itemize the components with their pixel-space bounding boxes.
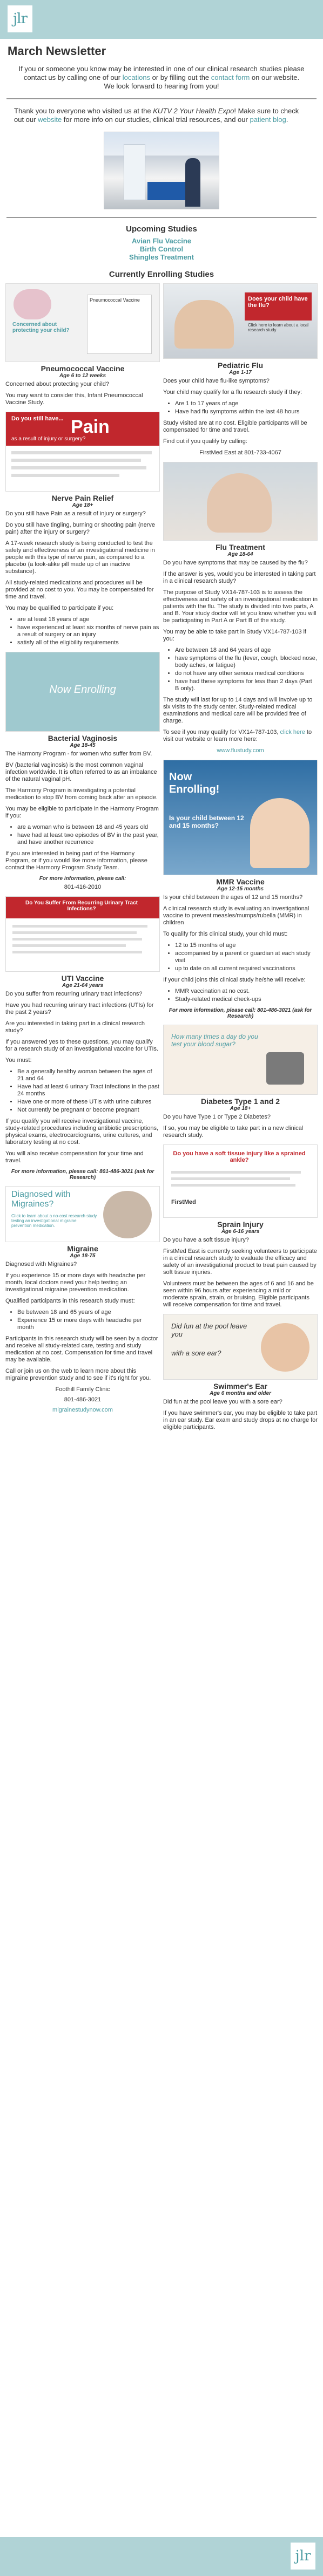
study-sprain-injury (163, 1144, 318, 1309)
study-title: Pneumococcal Vaccine (41, 364, 125, 373)
study-text: Do you still have tingling, burning or shooting pain (nerve pain) after the injury or surgery? (5, 522, 155, 535)
image-caption: Does your child have the flu? (248, 296, 308, 309)
list-item: • have symptoms of the flu (fever, cough, blocked nose, body aches, or fatigue) (175, 655, 318, 669)
study-ages: Age 6-16 years (221, 1229, 260, 1235)
study-text: Participants in this research study will be seen by a doctor and receive all study-related care, testing and study medication at no cost. Compensation for time and travel may be available. (5, 1335, 158, 1363)
eligibility-list (17, 1309, 160, 1331)
flyer-text-line (11, 451, 152, 454)
more-info: For more information, please call: 801-486-3021 (ask for Research) (11, 1169, 154, 1181)
thanks-part-2: ! Make sure to check out our (14, 107, 299, 124)
study-ages: Age 18-64 (227, 551, 253, 557)
flyer-text-line (12, 925, 147, 928)
list-item: • have had these symptoms for less than 2 days (Part B only). (175, 678, 318, 692)
flyer-text-line (12, 951, 142, 953)
eligibility-list (17, 824, 160, 846)
intro-part-4: We look forward to hearing from you! (104, 82, 219, 90)
study-text: You will also receive compensation for your time and travel. (5, 1150, 144, 1164)
study-title: Flu Treatment (216, 543, 265, 551)
diabetes-image[interactable] (163, 1025, 318, 1095)
eligibility-list (175, 647, 318, 692)
list-item: • Have had flu symptoms within the last 48 hours (175, 408, 318, 415)
website-link[interactable]: migrainestudynow.com (52, 1407, 113, 1413)
study-title: UTI Vaccine (61, 974, 104, 983)
image-caption: Do You Suffer From Recurring Urinary Tract Infections? (25, 900, 138, 912)
study-swimmers-ear (163, 1314, 318, 1431)
list-item: • Be between 18 and 65 years of age (17, 1309, 160, 1316)
study-text: If the answer is yes, would you be interested in taking part in a clinical research study? (163, 571, 316, 584)
nerve-pain-image[interactable] (5, 412, 160, 492)
study-title: Diabetes Type 1 and 2 (200, 1097, 280, 1106)
more-info: For more information, please call: 801-486-3021 (ask for Research) (169, 1007, 312, 1019)
study-ages: Age 18+ (230, 1106, 251, 1112)
study-text: If your child joins this clinical study he/she will receive: (163, 977, 306, 983)
footer-logo[interactable]: jlr (291, 2543, 315, 2570)
list-item: • Experience 15 or more days with headache per month (17, 1317, 160, 1331)
study-text: You may be qualified to participate if you: (5, 605, 114, 611)
thanks-part-1: Thank you to everyone who visited us at the (14, 107, 153, 115)
study-diabetes (163, 1025, 318, 1139)
study-text: Did fun at the pool leave you with a sore ear? (163, 1399, 282, 1405)
image-caption: with a sore ear? (171, 1349, 221, 1357)
list-item: • are at least 18 years of age (17, 616, 160, 623)
image-caption: Now Enrolling (49, 684, 116, 696)
study-text: Qualified participants in this research study must: (5, 1298, 135, 1304)
eligibility-list (17, 616, 160, 646)
study-text: You must: (5, 1057, 32, 1064)
study-title: MMR Vaccine (216, 877, 265, 886)
image-caption: FirstMed (171, 1199, 196, 1205)
baby-photo (14, 289, 51, 319)
study-text: Have you had recurring urinary tract infections (UTIs) for the past 2 years? (5, 1002, 154, 1016)
study-ages: Age 1-17 (229, 370, 252, 376)
study-text: If you answered yes to these questions, you may qualify for a research study of an investigational vaccine for UTIs. (5, 1039, 159, 1052)
study-text: A 17-week research study is being conducted to test the safety and effectiveness of an investigational medicine in people with this type of nerve pain, as compared to a placebo (a look-alike pill made up of an inactive substance). (5, 540, 155, 575)
list-item: • Be a generally healthy woman between the ages of 21 and 64 (17, 1068, 160, 1082)
study-text: You may want to consider this, Infant Pneumococcal Vaccine Study. (5, 392, 143, 406)
currently-enrolling-heading: Currently Enrolling Studies (109, 270, 214, 279)
list-item: • Not currently be pregnant or become pregnant (17, 1107, 160, 1114)
study-text: If you experience 15 or more days with headache per month, local doctors need your help testing an investigational migraine prevention medication. (5, 1272, 146, 1293)
study-pneumococcal (5, 283, 160, 406)
study-text (163, 729, 318, 743)
intro-part-3: on our website. (250, 73, 300, 81)
flyer-text-line (11, 466, 146, 469)
swimmers-ear-image[interactable] (163, 1314, 318, 1380)
study-text: If you have swimmer's ear, you may be eligible to take part in an ear study. Ear exam and study drops at no charge for eligible participants. (163, 1410, 318, 1430)
image-caption: Concerned about protecting your child? (12, 322, 70, 333)
study-text: The study will last for up to 14 days and will involve up to six visits to the study center. Study-related medical examinations and medical care will be provided free of charge. (163, 697, 313, 724)
sprain-image[interactable] (163, 1144, 318, 1218)
study-text: If you qualify you will receive investigational vaccine, study-related procedures including antibiotic prescriptions, physical exams, electrocardiograms, urine cultures, and laboratory testing at no cost. (5, 1118, 159, 1146)
booth-table (147, 182, 191, 200)
phone-number: FirstMed East at 801-733-4067 (199, 449, 281, 456)
bv-image[interactable] (5, 652, 160, 732)
image-caption: Do you still have... (11, 415, 64, 422)
title-block (0, 39, 323, 62)
patient-blog-link[interactable]: patient blog (250, 115, 286, 124)
study-text: If so, you may be eligible to take part in a new clinical research study. (163, 1125, 304, 1139)
intro-part-1: If you or someone you know may be interested in one of our clinical research studies please contact us by calling one of our (18, 65, 305, 81)
image-caption: Click here to learn about a local research study (248, 323, 309, 332)
study-bacterial-vaginosis (5, 652, 160, 891)
study-text: The Harmony Program is investigating a potential medication to stop BV from coming back after an episode. (5, 787, 158, 801)
list-item: • accompanied by a parent or guardian at each study visit (175, 950, 318, 964)
flyer-text-line (12, 931, 137, 934)
thanks-text (0, 99, 323, 130)
click-here-link[interactable]: click here (280, 729, 305, 735)
study-nerve-pain (5, 412, 160, 646)
study-text: The Harmony Program - for women who suffer from BV. (5, 751, 152, 757)
study-mmr-vaccine (163, 760, 318, 1019)
image-flyer: Pneumococcal Vaccine (87, 295, 152, 354)
study-text: To qualify for this clinical study, your child must: (163, 931, 288, 937)
study-text: Your child may qualify for a flu research study if they: (163, 389, 302, 396)
website-link[interactable]: website (38, 115, 62, 124)
pneumococcal-image[interactable] (5, 283, 160, 362)
list-item: • Study-related medical check-ups (175, 996, 318, 1003)
sick-person-photo (207, 473, 272, 533)
glucose-meter-photo (266, 1052, 304, 1085)
flyer-text-line (11, 459, 141, 462)
study-ages: Age 12-15 months (217, 886, 264, 892)
list-item: • do not have any other serious medical conditions (175, 670, 318, 677)
study-text: All study-related medications and procedures will be provided at no cost to you. You may be compensated for time and travel. (5, 580, 154, 600)
right-column (163, 283, 318, 1436)
eligibility-list (17, 1068, 160, 1114)
list-item: • Are 1 to 17 years of age (175, 400, 318, 407)
study-title: Nerve Pain Relief (51, 494, 114, 502)
study-text: Concerned about protecting your child? (5, 381, 110, 387)
study-title: Migraine (67, 1244, 98, 1253)
intro-text (0, 62, 323, 98)
study-title: Pediatric Flu (217, 361, 264, 370)
study-pediatric-flu (163, 283, 318, 456)
intro-part-2: or by filling out the (150, 73, 211, 81)
baby-photo (250, 798, 309, 868)
list-item: • have experienced at least six months of nerve pain as a result of surgery or an injury (17, 624, 160, 638)
expo-booth-photo (104, 132, 219, 209)
list-item: • MMR vaccination at no cost. (175, 988, 318, 995)
migraine-image[interactable] (5, 1186, 160, 1242)
study-flu-treatment (163, 462, 318, 754)
upcoming-heading: Upcoming Studies (126, 224, 197, 234)
study-text: Do you have symptoms that may be caused by the flu? (163, 560, 308, 566)
list-item: • Have one or more of these UTIs with urine cultures (17, 1099, 160, 1106)
thanks-part-3: for more info on our studies, clinical trial resources, and our (62, 115, 250, 124)
study-ages: Age 18-75 (70, 1253, 96, 1259)
eligibility-list (175, 400, 318, 415)
logo[interactable]: jlr (8, 5, 32, 32)
study-title: Sprain Injury (217, 1220, 264, 1229)
study-text: Do you have Type 1 or Type 2 Diabetes? (163, 1114, 271, 1120)
locations-link[interactable]: locations (122, 73, 151, 81)
pediatric-flu-image[interactable] (163, 283, 318, 359)
benefits-list (175, 988, 318, 1003)
website-link[interactable]: www.flustudy.com (217, 747, 264, 754)
header-bar (0, 0, 323, 39)
image-caption: as a result of injury or surgery? (11, 436, 86, 442)
studies-columns (0, 283, 323, 1436)
study-ages: Age 21-64 years (62, 983, 104, 989)
image-caption: Diagnosed with Migraines? (11, 1190, 71, 1209)
text-part: to visit our website or learn more here: (163, 729, 312, 742)
study-text: Do you have a soft tissue injury? (163, 1237, 249, 1243)
uti-image[interactable] (5, 896, 160, 972)
clinic-name: Foothill Family Clinic (55, 1386, 110, 1393)
image-caption: Click to learn about a no-cost research study testing an investigational migraine prevention medication. (11, 1214, 97, 1228)
study-text: BV (bacterial vaginosis) is the most common vaginal infection worldwide. It is often referred to as an imbalance of the natural vaginal pH. (5, 762, 157, 782)
phone-number: 801-416-2010 (64, 884, 102, 890)
list-item: • 12 to 15 months of age (175, 942, 318, 949)
mmr-image[interactable] (163, 760, 318, 875)
study-title: Bacterial Vaginosis (48, 734, 118, 742)
study-text: A clinical research study is evaluating an investigational vaccine to prevent measles/mumps/rubella (MMR) in children (163, 905, 309, 926)
study-text: Diagnosed with Migraines? (5, 1261, 77, 1267)
event-name: KUTV 2 Your Health Expo (153, 107, 234, 115)
study-text: Call or join us on the web to learn more about this migraine prevention study and to see if it's right for you. (5, 1368, 151, 1381)
study-text: Study visited are at no cost. Eligible participants will be compensated for time and travel. (163, 420, 307, 433)
image-caption: Pain (71, 417, 110, 437)
list-item: • satisfy all of the eligibility requirements (17, 639, 160, 646)
thanks-part-4: . (286, 115, 288, 124)
more-info: For more information, please call: (39, 876, 126, 882)
flyer-text-line (171, 1177, 290, 1180)
list-item: • up to date on all current required vaccinations (175, 965, 318, 972)
study-text: You may be able to take part in Study VX14-787-103 if you: (163, 629, 306, 642)
upcoming-item[interactable]: Avian Flu Vaccine (131, 237, 192, 245)
study-text: If you are interested in being part of the Harmony Program, or if you would like more information, please contact the Harmony Program Study Team. (5, 850, 147, 871)
study-text: The purpose of Study VX14-787-103 is to assess the effectiveness and safety of an investigational medication in patients with the flu. The study is divided into two parts, A and B. Your study doctor will let you know whether you will be participating in Part A or Part B of the study. (163, 589, 318, 624)
flyer-text-line (171, 1171, 301, 1174)
study-ages: Age 6 months and older (210, 1391, 271, 1396)
study-text: Do you suffer from recurring urinary tract infections? (5, 991, 143, 997)
study-text: Are you interested in taking part in a clinical research study? (5, 1020, 145, 1034)
list-item: • Have had at least 6 urinary Tract Infections in the past 24 months (17, 1083, 160, 1098)
list-item: • Are between 18 and 64 years of age (175, 647, 318, 654)
list-item: • are a woman who is between 18 and 45 years old (17, 824, 160, 831)
image-caption: Do you have a soft tissue injury like a sprained ankle? (173, 1150, 306, 1163)
study-ages: Age 18+ (72, 502, 93, 508)
text-part: To see if you may qualify for VX14-787-103, (163, 729, 280, 735)
study-title: Swimmer's Ear (213, 1382, 267, 1391)
study-text: Volunteers must be between the ages of 6 and 16 and be seen within 96 hours after experiencing a mild or moderate sprain, strain, or bruising. Eligible participants will receive compensation for time and travel. (163, 1280, 314, 1308)
contact-form-link[interactable]: contact form (211, 73, 250, 81)
study-text: Find out if you qualify by calling: (163, 438, 247, 445)
left-column (5, 283, 160, 1436)
page-title: March Newsletter (8, 44, 106, 58)
eligibility-list (175, 942, 318, 972)
flu-treatment-image[interactable] (163, 462, 318, 541)
study-migraine (5, 1186, 160, 1414)
upcoming-item[interactable]: Shingles Treatment (129, 253, 194, 261)
study-text: Does your child have flu-like symptoms? (163, 378, 270, 384)
flyer-text-line (12, 938, 142, 941)
study-ages: Age 6 to 12 weeks (59, 373, 106, 379)
image-caption: Is your child between 12 and 15 months? (169, 814, 244, 829)
image-caption: Now Enrolling! (169, 771, 220, 795)
study-text: Is your child between the ages of 12 and 15 months? (163, 894, 303, 901)
upcoming-item[interactable]: Birth Control (139, 245, 184, 253)
booth-person (185, 158, 200, 207)
footer-bar (0, 2537, 323, 2576)
study-ages: Age 18-45 (70, 742, 96, 748)
phone-number: 801-486-3021 (64, 1396, 102, 1403)
study-text: You may be eligible to participate in the Harmony Program if you: (5, 806, 159, 819)
upcoming-studies (0, 218, 323, 264)
list-item: • have had at least two episodes of BV in the past year, and have another recurrence (17, 832, 160, 846)
flyer-text-line (12, 944, 126, 947)
flyer-text-line (11, 474, 119, 477)
banner-stand (124, 144, 145, 200)
study-text: FirstMed East is currently seeking volunteers to participate in a clinical research study to evaluate the efficacy and safety of an investigational product to treat pain caused by soft tissue injuries. (163, 1248, 317, 1276)
image-caption: Did fun at the pool leave you (171, 1322, 247, 1338)
study-text: Do you still have Pain as a result of injury or surgery? (5, 510, 146, 517)
child-photo (174, 300, 234, 349)
ear-photo (261, 1323, 309, 1372)
image-caption: How many times a day do you test your blood sugar? (171, 1033, 258, 1048)
study-uti-vaccine (5, 896, 160, 1181)
woman-photo (103, 1191, 152, 1238)
flyer-text-line (171, 1184, 295, 1187)
